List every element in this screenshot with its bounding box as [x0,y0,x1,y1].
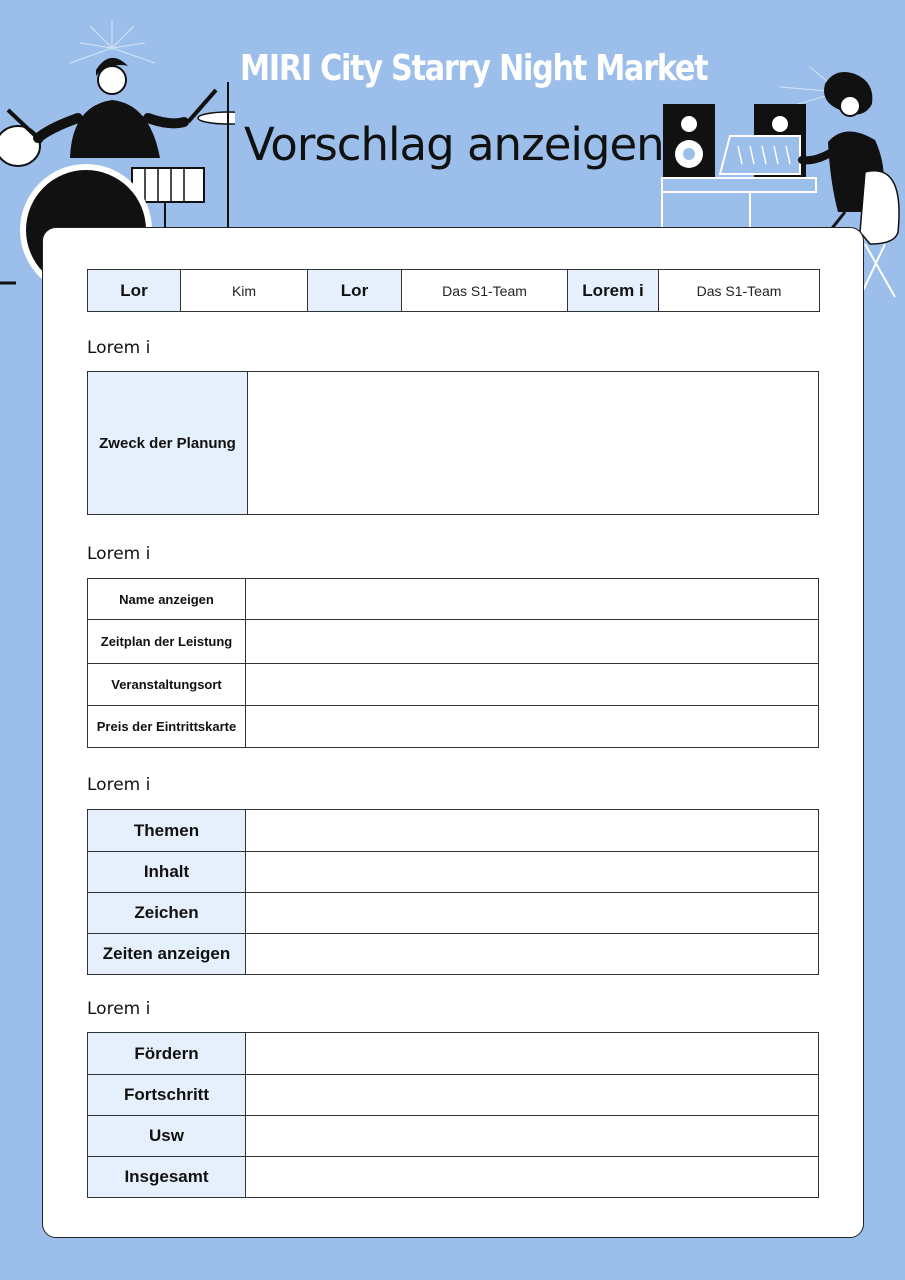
table-row [88,579,819,620]
table-row [88,706,819,748]
row-label: Name anzeigen [88,579,246,620]
info-value: Das S1-Team [659,270,820,312]
table-row [88,1075,819,1116]
page-subtitle: Vorschlag anzeigen [244,118,664,171]
row-label: Usw [88,1116,246,1157]
table-row [88,372,819,515]
value-field[interactable] [246,893,819,934]
table-row [88,810,819,852]
table-row [88,664,819,706]
promotion-table [87,1032,819,1198]
info-label: Lor [88,270,181,312]
value-field[interactable] [246,1075,819,1116]
info-label: Lorem i [568,270,659,312]
section-label: Lorem i [87,544,151,564]
section-label: Lorem i [87,775,151,795]
info-label: Lor [308,270,402,312]
row-label: Zweck der Planung [88,372,248,515]
page-title: MIRI City Starry Night Market [240,48,708,89]
table-row [88,1033,819,1075]
row-label: Fördern [88,1033,246,1075]
value-field[interactable] [246,1157,819,1198]
value-field[interactable] [246,664,819,706]
table-row [88,1157,819,1198]
row-label: Zeiten anzeigen [88,934,246,975]
themes-table [87,809,819,975]
proposal-card [42,227,864,1238]
row-label: Themen [88,810,246,852]
table-row [88,893,819,934]
table-row [88,620,819,664]
info-value: Kim [181,270,308,312]
table-row [88,1116,819,1157]
section-label: Lorem i [87,338,151,358]
purpose-field[interactable] [248,372,819,515]
value-field[interactable] [246,852,819,893]
info-value: Das S1-Team [402,270,568,312]
value-field[interactable] [246,934,819,975]
value-field[interactable] [246,1033,819,1075]
value-field[interactable] [246,620,819,664]
table-row [88,270,820,312]
table-row [88,852,819,893]
row-label: Preis der Eintrittskarte [88,706,246,748]
table-row [88,934,819,975]
row-label: Insgesamt [88,1157,246,1198]
row-label: Zeichen [88,893,246,934]
purpose-table [87,371,819,515]
row-label: Fortschritt [88,1075,246,1116]
performance-table [87,578,819,748]
section-label: Lorem i [87,999,151,1019]
value-field[interactable] [246,579,819,620]
row-label: Zeitplan der Leistung [88,620,246,664]
row-label: Veranstaltungsort [88,664,246,706]
value-field[interactable] [246,810,819,852]
value-field[interactable] [246,706,819,748]
value-field[interactable] [246,1116,819,1157]
row-label: Inhalt [88,852,246,893]
info-table [87,269,820,312]
